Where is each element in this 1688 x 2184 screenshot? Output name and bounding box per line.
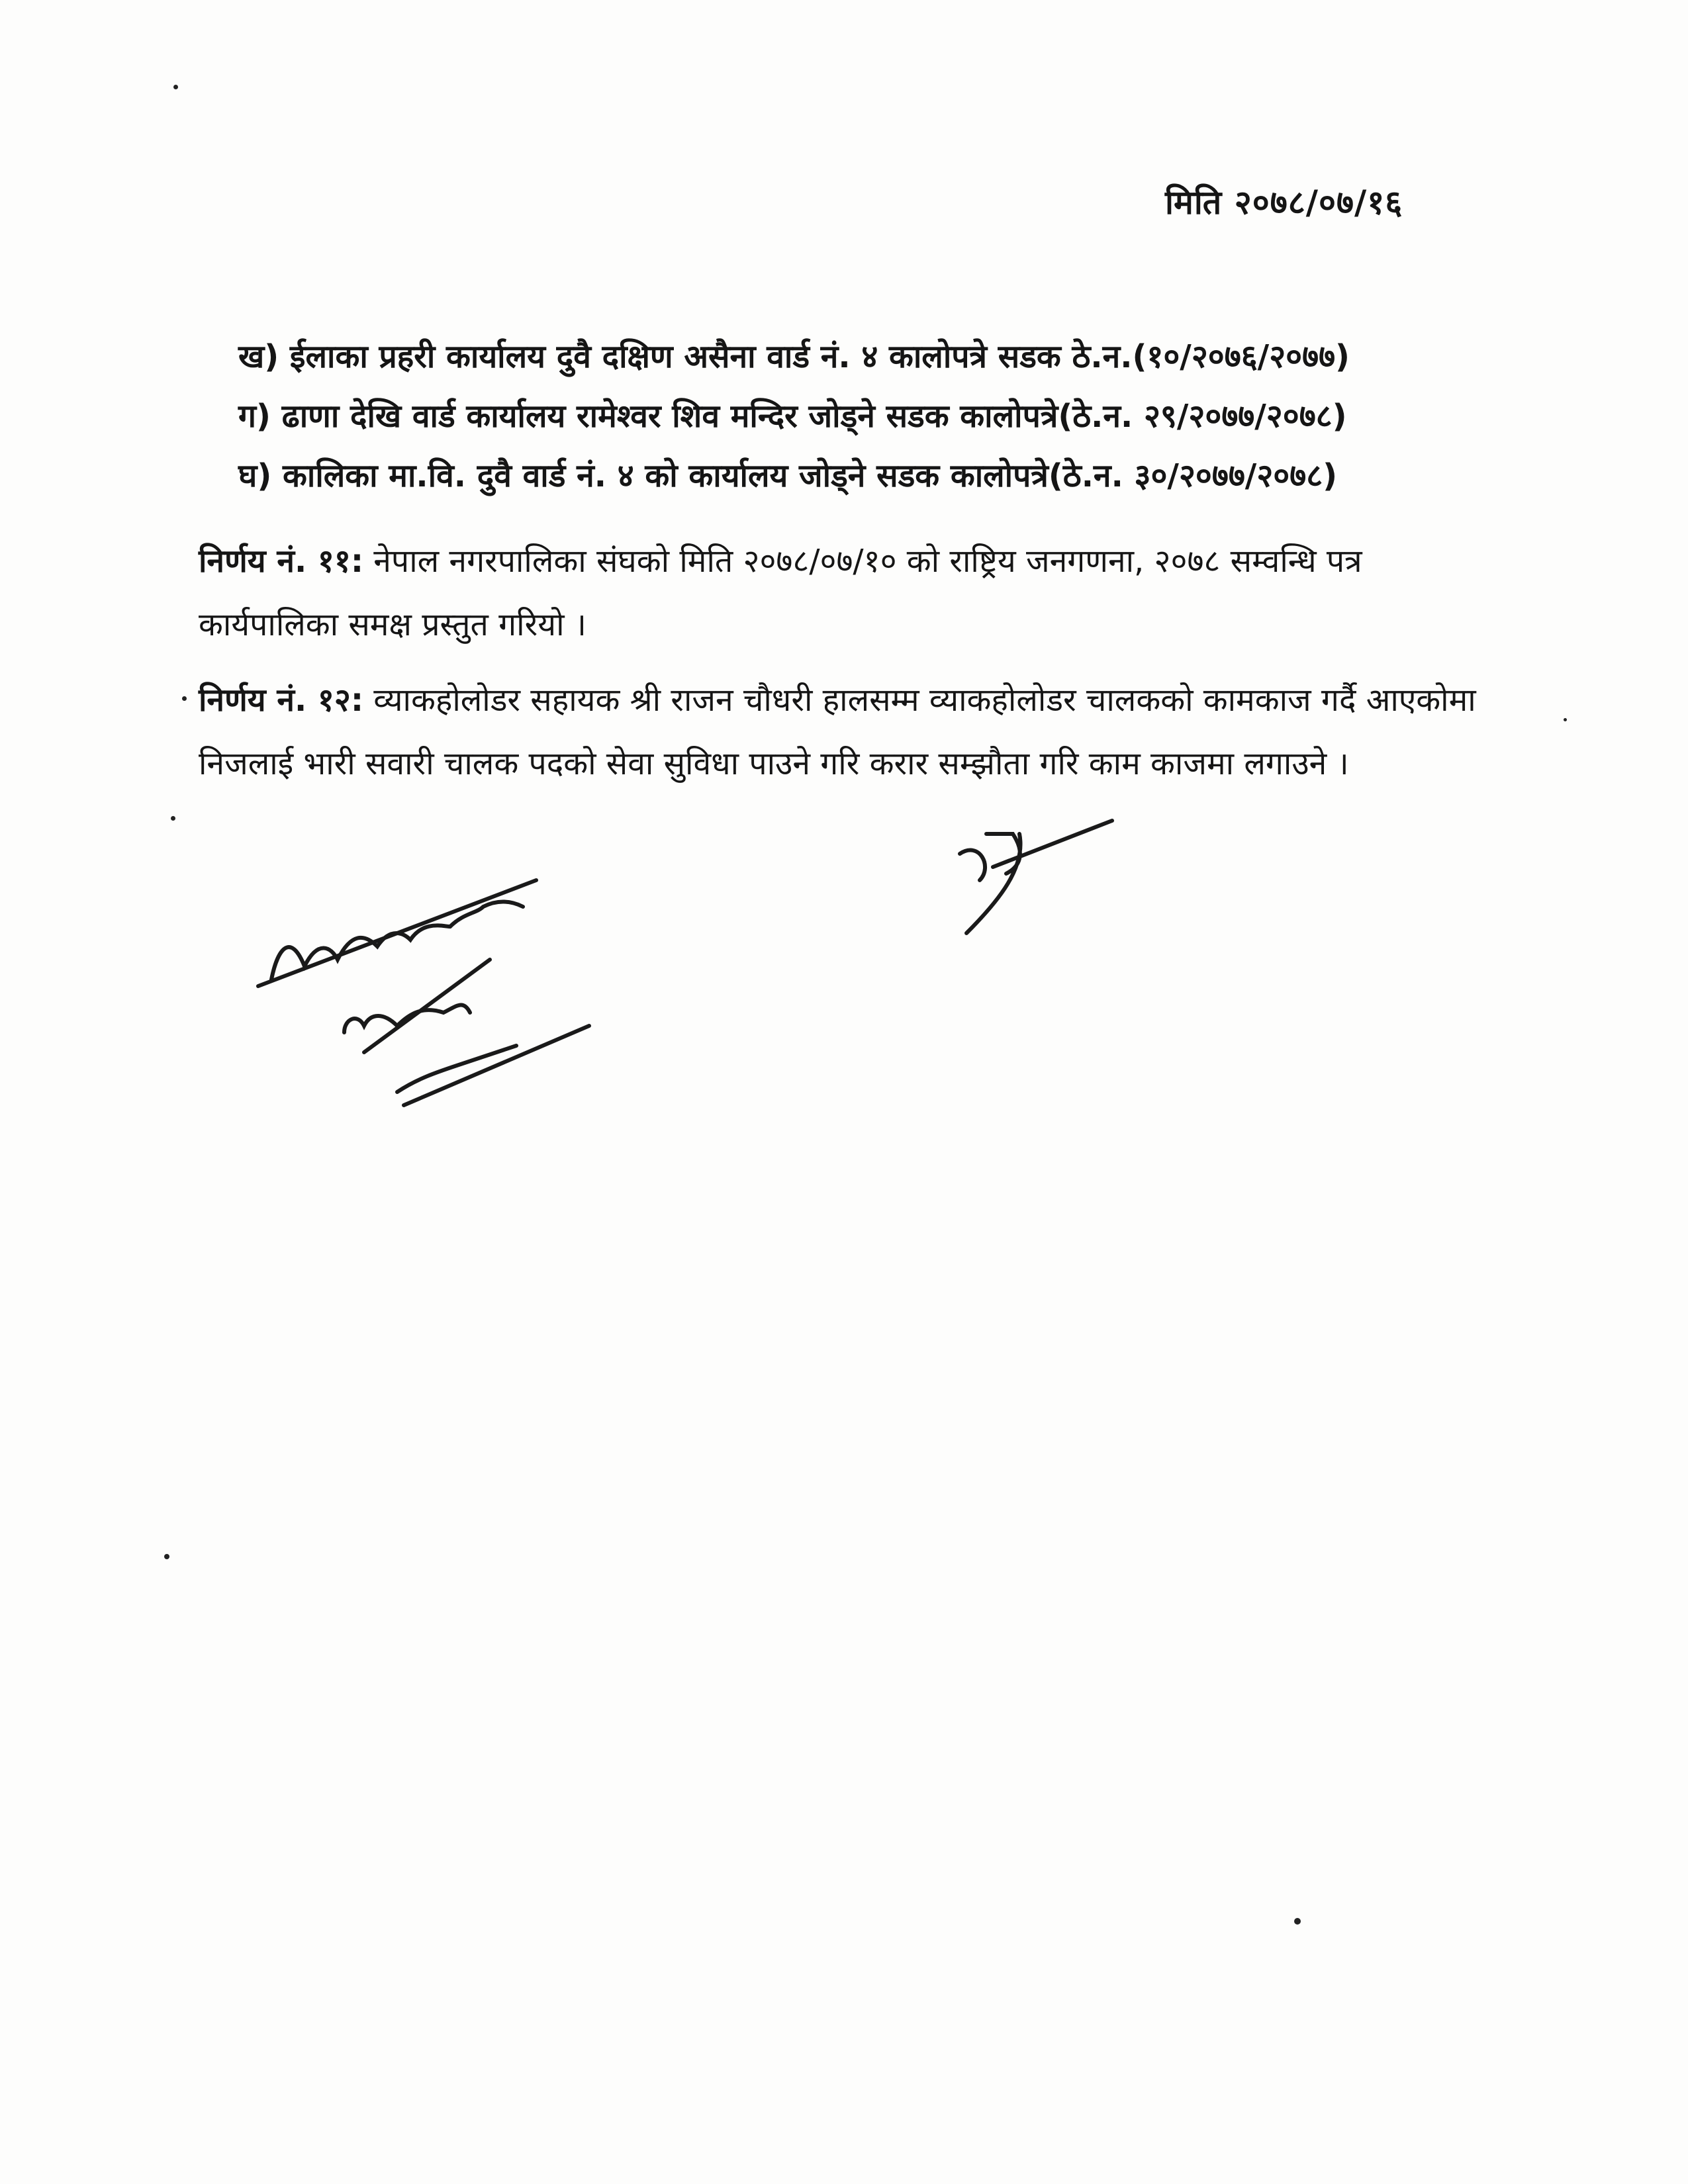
list-item: ख) ईलाका प्रहरी कार्यालय दुवै दक्षिण असैना वार्ड नं. ४ कालोपत्रे सडक ठे.न.(१०/२०७६/२०७७) bbox=[238, 338, 1350, 375]
scan-speck bbox=[173, 85, 178, 89]
decision-label: निर्णय नं. ११: bbox=[199, 543, 364, 580]
decision-12 bbox=[199, 668, 1496, 796]
decision-text: व्याकहोलोडर सहायक श्री राजन चौधरी हालसम्म व्याकहोलोडर चालकको कामकाज गर्दै आएकोमा निजलाई भारी सवारी चालक पदको सेवा सुविधा पाउने गरि करार सम्झौता गरि काम काजमा लगाउने । bbox=[199, 682, 1476, 782]
scan-speck bbox=[164, 1554, 169, 1559]
decision-11 bbox=[199, 529, 1496, 657]
decision-text: नेपाल नगरपालिका संघको मिति २०७८/०७/१० को राष्ट्रिय जनगणना, २०७८ सम्वन्धि पत्र कार्यपालिका समक्ष प्रस्तुत गरियो । bbox=[199, 543, 1362, 643]
scan-speck bbox=[171, 816, 175, 821]
decision-label: निर्णय नं. १२: bbox=[199, 682, 364, 719]
list-item: ग) ढाणा देखि वार्ड कार्यालय रामेश्वर शिव मन्दिर जोड्ने सडक कालोपत्रे(ठे.न. २९/२०७७/२०७८) bbox=[238, 398, 1347, 435]
signature-mark bbox=[940, 814, 1139, 946]
list-item: घ) कालिका मा.वि. दुवै वार्ड नं. ४ को कार्यालय जोड्ने सडक कालोपत्रे(ठे.न. ३०/२०७७/२०७८) bbox=[238, 457, 1338, 494]
scan-speck bbox=[1564, 718, 1567, 721]
scan-speck bbox=[1294, 1918, 1301, 1925]
scan-speck bbox=[182, 696, 187, 701]
document-date: मिति २०७८/०७/१६ bbox=[1165, 183, 1403, 222]
handwritten-approval-note bbox=[245, 867, 642, 1145]
